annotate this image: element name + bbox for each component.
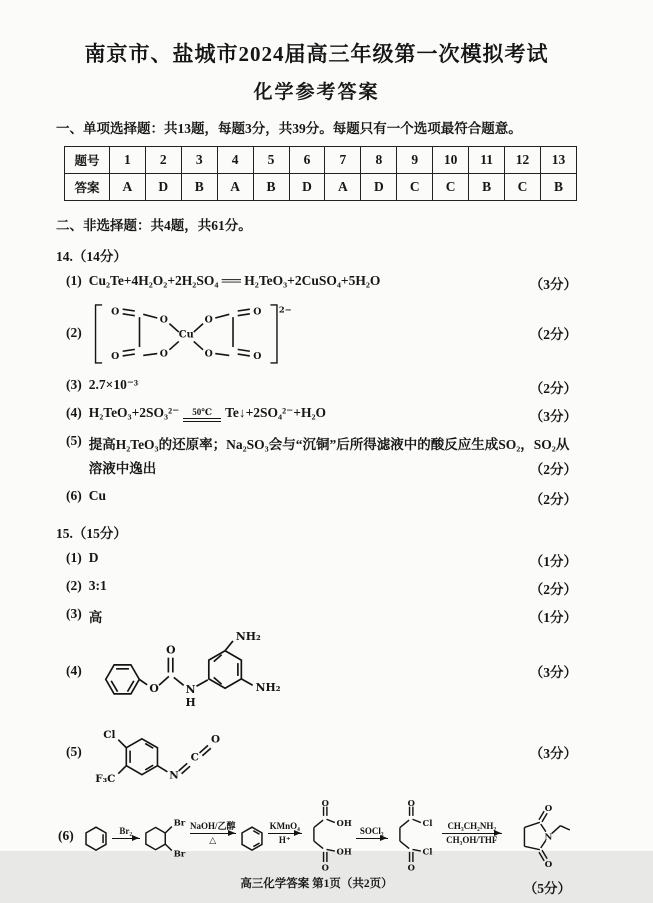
- q14-answer-1: [66, 273, 577, 293]
- table-cell: 11: [469, 147, 505, 174]
- atom-label: N: [169, 769, 179, 782]
- structure-copper-oxalate-complex: [89, 297, 291, 369]
- item-number: (2): [66, 325, 82, 340]
- table-cell: B: [469, 174, 505, 201]
- question15-title: 15.（15分）: [56, 526, 127, 542]
- score-badge: （2分）: [529, 327, 577, 342]
- table-cell: C: [433, 174, 469, 201]
- table-cell: 题号: [65, 147, 110, 174]
- page-title: 南京市、盐城市2024届高三年级第一次模拟考试: [84, 42, 549, 66]
- table-cell: 8: [361, 147, 397, 174]
- atom-label: OH: [336, 846, 352, 857]
- reaction-condition: 50℃: [183, 408, 221, 422]
- reaction-arrow: [442, 821, 502, 846]
- q15-answer-3: [66, 606, 577, 626]
- table-cell: 5: [253, 147, 289, 174]
- item-number: (6): [58, 828, 74, 844]
- page-subtitle: 化学参考答案: [253, 82, 380, 103]
- atom-label: O: [159, 314, 168, 326]
- structure-succinyl-chloride: [389, 797, 441, 875]
- answer-table: [64, 146, 577, 201]
- q14-answer-5: [66, 433, 577, 480]
- atom-label: O: [110, 351, 120, 363]
- score-badge: （3分）: [529, 409, 577, 424]
- item-number: (5): [66, 744, 82, 760]
- reagent-label: KMnO₄: [269, 820, 300, 831]
- equation-left: H₂TeO₃+2SO₃²⁻: [88, 405, 180, 420]
- atom-label: O: [407, 862, 415, 873]
- reaction-arrow: [190, 821, 236, 846]
- table-cell: B: [181, 174, 217, 201]
- table-cell: 10: [433, 147, 469, 174]
- atom-label: OH: [336, 818, 352, 829]
- score-badge: （1分）: [529, 554, 577, 570]
- table-cell: 6: [289, 147, 325, 174]
- q14-answer-4: [66, 405, 577, 425]
- atom-label: Cu: [178, 329, 194, 341]
- atom-label: O: [544, 804, 552, 815]
- atom-label: O: [407, 798, 415, 809]
- score-badge: （3分）: [529, 664, 577, 680]
- score-badge: （1分）: [529, 610, 577, 626]
- atom-label: Cl: [102, 729, 116, 742]
- arrow-shaft: [268, 833, 302, 834]
- item-number: (1): [66, 273, 82, 288]
- atom-label: Cl: [422, 846, 433, 857]
- score-badge: （2分）: [529, 462, 577, 478]
- table-cell: B: [253, 174, 289, 201]
- score-badge: （2分）: [529, 582, 577, 598]
- table-cell: 答案: [65, 174, 110, 201]
- item-number: (5): [66, 433, 82, 448]
- atom-label: N: [544, 832, 553, 843]
- answer-value: 3:1: [88, 578, 107, 594]
- table-cell: D: [361, 174, 397, 201]
- q15-answer-2: [66, 578, 577, 598]
- item-number: (3): [66, 377, 82, 392]
- arrow-shaft: [356, 838, 388, 839]
- chemical-equation: Cu₂Te+4H₂O₂+2H₂SO₄ ══ H₂TeO₃+2CuSO₄+5H₂O: [88, 273, 381, 288]
- atom-label: O: [110, 306, 120, 318]
- atom-label: O: [165, 643, 176, 657]
- atom-label: O: [544, 860, 552, 871]
- atom-label: C: [190, 751, 199, 764]
- atom-label: O: [204, 314, 213, 326]
- item-number: (3): [66, 606, 82, 622]
- atom-label: O: [204, 348, 213, 360]
- chemical-equation: [89, 405, 326, 422]
- arrow-shaft: [112, 838, 140, 839]
- item-number: (4): [66, 405, 82, 420]
- score-badge: （2分）: [529, 381, 577, 396]
- structure-cyclohexene: [81, 815, 111, 857]
- table-cell: 4: [217, 147, 253, 174]
- table-cell: D: [289, 174, 325, 201]
- answer-value: Cu: [88, 488, 107, 504]
- atom-label: Br: [173, 849, 186, 860]
- q14-answer-2: [66, 297, 577, 369]
- answer-value: 2.7×10⁻³: [88, 377, 138, 392]
- q15-answer-4: [66, 628, 577, 713]
- table-cell: A: [217, 174, 253, 201]
- score-badge: （3分）: [529, 277, 577, 292]
- atom-label: Br: [173, 818, 186, 829]
- score-badge: （2分）: [529, 492, 577, 508]
- section2-heading: 二、非选择题：共4题，共61分。: [56, 218, 252, 233]
- charge-label: 2−: [278, 304, 292, 315]
- table-cell: 3: [181, 147, 217, 174]
- structure-cyclohexadiene: [237, 815, 267, 857]
- reagent-label: NaOH/乙醇: [189, 820, 236, 831]
- atom-label: O: [149, 682, 159, 696]
- table-cell: 13: [541, 147, 577, 174]
- question14-title: 14.（14分）: [56, 249, 127, 264]
- atom-label: F₃C: [95, 773, 116, 786]
- reaction-arrow: [268, 821, 302, 846]
- table-cell: 7: [325, 147, 361, 174]
- table-cell: 1: [109, 147, 145, 174]
- table-cell: D: [145, 174, 181, 201]
- q14-answer-3: [66, 377, 577, 397]
- item-number: (2): [66, 578, 82, 594]
- table-cell: B: [541, 174, 577, 201]
- condition-label: CH₃OH/THF: [446, 835, 498, 846]
- atom-label: O: [159, 348, 168, 360]
- structure-dibromocyclohexane: [141, 811, 189, 861]
- structure-n-ethylsuccinimide: [503, 803, 575, 869]
- q15-answer-1: [66, 550, 577, 570]
- structure-chloro-trifluoromethylphenyl-isocyanate: [89, 717, 259, 787]
- structure-succinic-acid: [303, 797, 355, 875]
- table-row-answers: [65, 174, 577, 201]
- table-row-numbers: [65, 147, 577, 174]
- section1-heading: 一、单项选择题：共13题，每题3分，共39分。每题只有一个选项最符合题意。: [56, 121, 522, 136]
- reagent-label: SOCl₂: [359, 826, 384, 837]
- q14-answer-6: [66, 488, 577, 508]
- atom-label: N: [185, 683, 196, 697]
- atom-label: O: [253, 351, 262, 363]
- table-cell: A: [109, 174, 145, 201]
- atom-label: H: [185, 696, 196, 710]
- reagent-label: CH₃CH₂NH₂: [447, 820, 497, 831]
- table-cell: 12: [505, 147, 541, 174]
- arrow-shaft: [442, 833, 502, 834]
- reaction-arrow: [356, 826, 388, 840]
- answer-value: D: [88, 550, 99, 566]
- condition-label: H⁺: [278, 835, 291, 846]
- table-cell: 9: [397, 147, 433, 174]
- reagent-label: Br₂: [119, 826, 133, 837]
- atom-label: O: [210, 733, 220, 746]
- atom-label: NH₂: [235, 630, 261, 644]
- item-number: (6): [66, 488, 82, 504]
- atom-label: O: [321, 798, 329, 809]
- structure-phenyl-carbamate-diamine: [89, 628, 301, 713]
- table-cell: C: [397, 174, 433, 201]
- table-cell: C: [505, 174, 541, 201]
- atom-label: O: [321, 862, 329, 873]
- answer-value: 高: [88, 610, 103, 626]
- reaction-arrow: [112, 826, 140, 840]
- table-cell: 2: [145, 147, 181, 174]
- atom-label: Cl: [422, 818, 433, 829]
- q15-answer-5: [66, 717, 577, 787]
- item-number: (4): [66, 662, 82, 678]
- condition-label: △: [209, 835, 217, 846]
- arrow-shaft: [190, 833, 236, 834]
- score-badge: （5分）: [523, 881, 571, 897]
- atom-label: NH₂: [255, 681, 281, 695]
- page-footer: 高三化学答案 第1页（共2页）: [240, 878, 393, 891]
- item-number: (1): [66, 550, 82, 566]
- table-cell: A: [325, 174, 361, 201]
- answer-text: 提高H₂TeO₃的还原率；Na₂SO₃会与“沉铜”后所得滤液中的酸反应生成SO₂，SO₂从溶液中逸出: [88, 437, 570, 476]
- score-badge: （3分）: [529, 746, 577, 762]
- atom-label: O: [253, 306, 262, 318]
- equation-right: Te↓+2SO₄²⁻+H₂O: [225, 405, 326, 420]
